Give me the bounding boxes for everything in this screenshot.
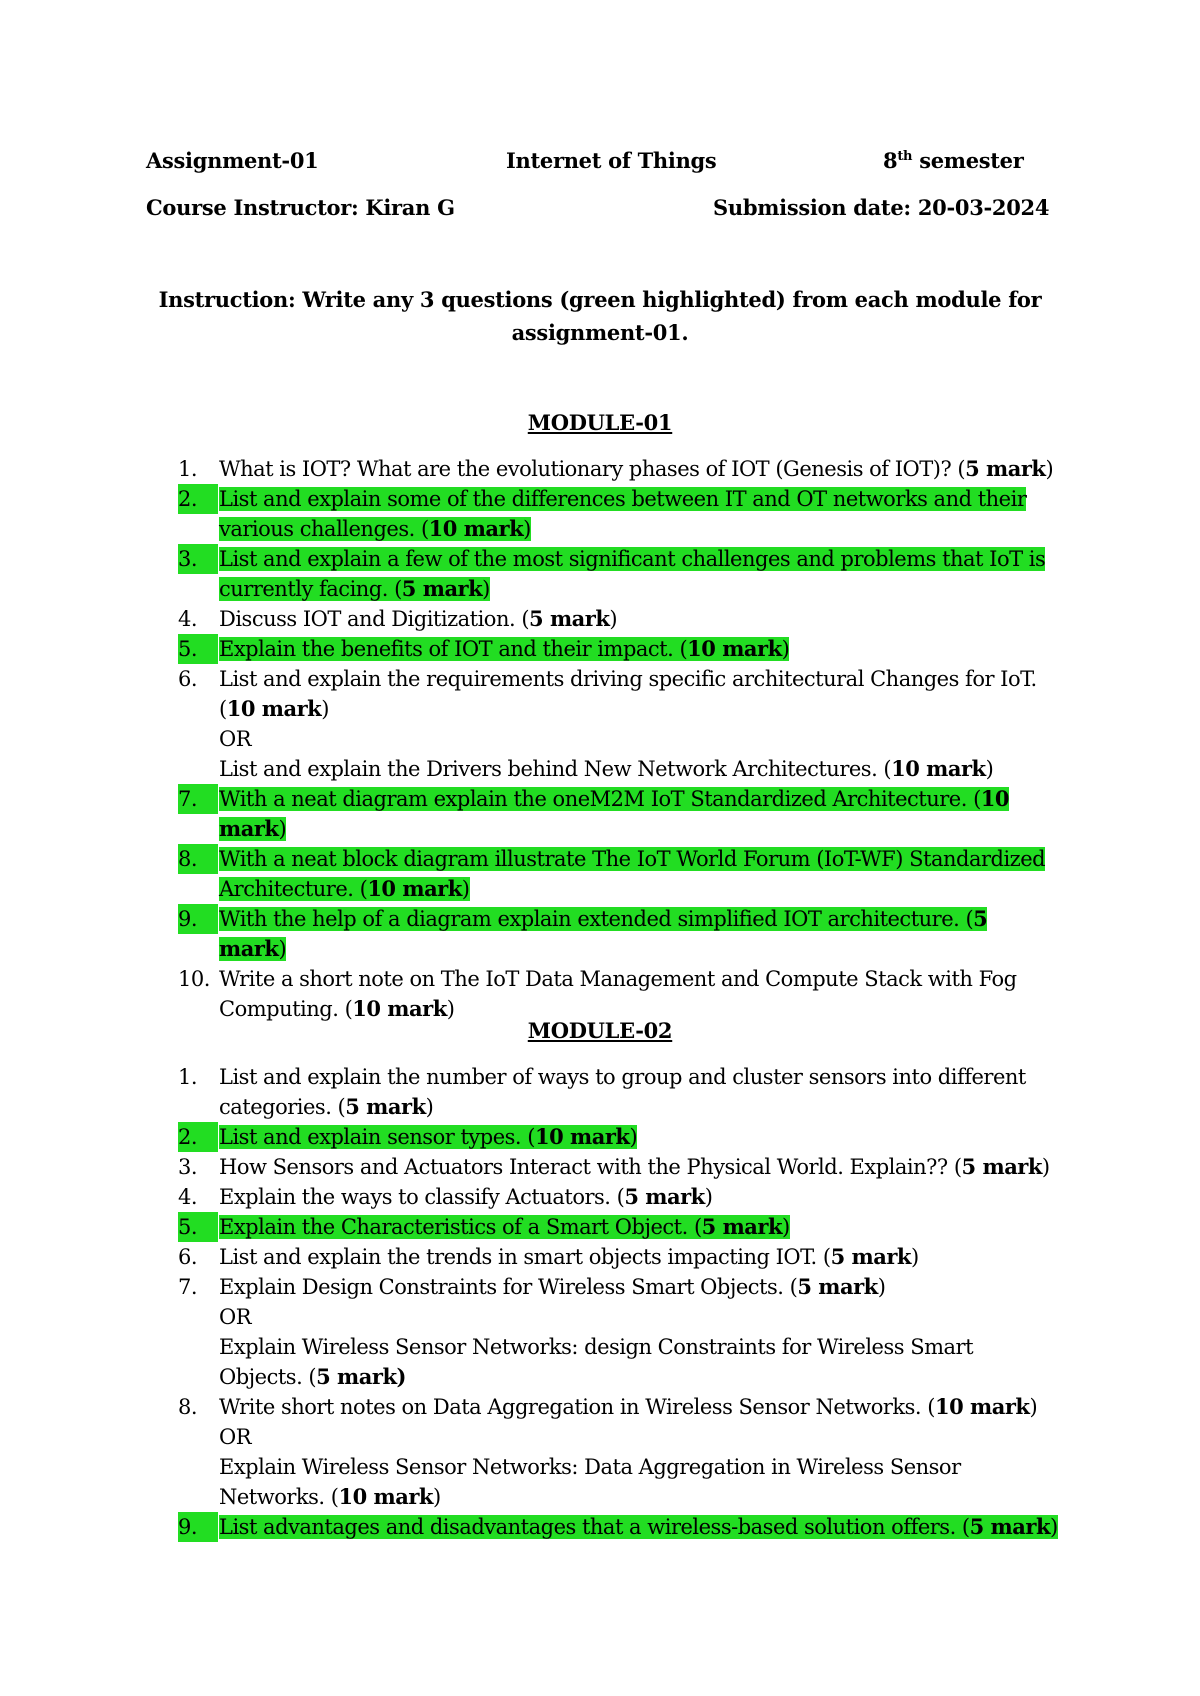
question-body: Explain the Characteristics of a Smart Object. ( <box>219 1215 702 1239</box>
alternative-body: List and explain the Drivers behind New Network Architectures. ( <box>219 757 892 781</box>
question-number: 9. <box>178 1512 218 1542</box>
module-02-question-list <box>178 1062 1058 1542</box>
question-close: ) <box>461 877 470 901</box>
question-number: 3. <box>178 544 218 574</box>
question-text <box>219 1215 790 1239</box>
alternative-question <box>219 1455 961 1509</box>
question-number: 5. <box>178 1212 218 1242</box>
question-text <box>219 487 1026 541</box>
question-close: ) <box>1050 1515 1058 1539</box>
question-marks: 10 mark <box>687 636 782 661</box>
question-body: With the help of a diagram explain extended simplified IOT architecture. ( <box>219 907 974 931</box>
question-item <box>178 484 1058 544</box>
semester-label <box>883 148 1024 173</box>
question-text <box>219 1155 1050 1179</box>
alternative-close: ) <box>985 757 994 781</box>
instruction-text: Instruction: Write any 3 questions (green highlighted) from each module for assignment-01. <box>158 287 1042 345</box>
question-number: 1. <box>178 457 198 481</box>
question-text <box>219 1515 1058 1539</box>
question-item <box>178 604 1058 634</box>
module-01-title: MODULE-01 <box>527 410 673 435</box>
question-body: Explain the benefits of IOT and their impact. ( <box>219 637 688 661</box>
question-body: With a neat diagram explain the oneM2M IoT Standardized Architecture. ( <box>219 787 981 811</box>
question-marks: 5 mark <box>797 1274 878 1299</box>
question-close: ) <box>782 1215 790 1239</box>
alternative-body: Explain Wireless Sensor Networks: Data Aggregation in Wireless Sensor Networks. ( <box>219 1455 961 1509</box>
question-close: ) <box>321 697 329 721</box>
question-body: List and explain sensor types. ( <box>219 1125 535 1149</box>
question-text <box>219 607 617 631</box>
question-text <box>219 1275 885 1299</box>
question-marks: 5 mark <box>965 456 1046 481</box>
question-body: What is IOT? What are the evolutionary phases of IOT (Genesis of IOT)? ( <box>219 457 966 481</box>
question-item <box>178 904 1058 964</box>
question-marks: 10 mark <box>367 876 462 901</box>
question-number: 8. <box>178 844 218 874</box>
question-number: 3. <box>178 1155 198 1179</box>
question-text <box>219 637 789 661</box>
module-02-title: MODULE-02 <box>527 1018 673 1043</box>
question-marks: 5 mark <box>624 1184 705 1209</box>
question-body: Discuss IOT and Digitization. ( <box>219 607 530 631</box>
question-number: 6. <box>178 1245 198 1269</box>
question-body: Explain the ways to classify Actuators. ( <box>219 1185 625 1209</box>
question-body: How Sensors and Actuators Interact with the Physical World. Explain?? ( <box>219 1155 962 1179</box>
question-close: ) <box>1045 457 1054 481</box>
question-item <box>178 454 1058 484</box>
question-number: 7. <box>178 784 218 814</box>
question-marks: 10 mark <box>934 1394 1030 1419</box>
or-separator: OR <box>219 727 252 751</box>
question-number: 4. <box>178 1185 198 1209</box>
question-body: List and explain the number of ways to group and cluster sensors into different categories. ( <box>219 1065 1026 1119</box>
alternative-marks: 10 mark <box>338 1484 433 1509</box>
question-body: List and explain the requirements driving specific architectural Changes for IoT. ( <box>219 667 1037 721</box>
question-close: ) <box>278 817 287 841</box>
question-item <box>178 1152 1058 1182</box>
question-marks: 10 mark <box>219 786 1009 841</box>
question-text <box>219 967 1017 1021</box>
question-text <box>219 547 1045 601</box>
question-close: ) <box>910 1245 919 1269</box>
question-text <box>219 787 1009 841</box>
semester-number: 8 <box>883 148 898 173</box>
question-number: 4. <box>178 607 198 631</box>
question-body: List and explain a few of the most significant challenges and problems that IoT is currently facing. ( <box>219 547 1046 601</box>
question-body: Write short notes on Data Aggregation in Wireless Sensor Networks. ( <box>219 1395 935 1419</box>
question-item <box>178 1242 1058 1272</box>
semester-ordinal: th <box>897 149 913 164</box>
alternative-question <box>219 757 993 781</box>
question-marks: 5 mark <box>969 1514 1050 1539</box>
question-body: List advantages and disadvantages that a wireless-based solution offers. ( <box>219 1515 970 1539</box>
question-body: List and explain the trends in smart objects impacting IOT. ( <box>219 1245 831 1269</box>
question-number: 1. <box>178 1065 198 1089</box>
question-close: ) <box>877 1275 886 1299</box>
question-marks: 10 mark <box>534 1124 630 1149</box>
alternative-close: ) <box>432 1485 441 1509</box>
question-number: 7. <box>178 1275 198 1299</box>
question-close: ) <box>523 517 531 541</box>
question-close: ) <box>482 577 490 601</box>
question-number: 9. <box>178 904 218 934</box>
question-item <box>178 634 1058 664</box>
or-separator: OR <box>219 1305 252 1329</box>
question-close: ) <box>446 997 455 1021</box>
or-separator: OR <box>219 1425 252 1449</box>
question-number: 2. <box>178 1122 218 1152</box>
question-text <box>219 1065 1026 1119</box>
question-close: ) <box>629 1125 638 1149</box>
question-body: With a neat block diagram illustrate The IoT World Forum (IoT-WF) Standardized Architecture. ( <box>219 847 1046 901</box>
course-instructor: Course Instructor: Kiran G <box>146 195 455 220</box>
question-number: 5. <box>178 634 218 664</box>
semester-word: semester <box>919 148 1024 173</box>
assignment-label: Assignment-01 <box>146 148 319 173</box>
question-marks: 10 mark <box>352 996 447 1021</box>
question-marks: 5 mark <box>961 1154 1042 1179</box>
question-close: ) <box>704 1185 713 1209</box>
question-item <box>178 844 1058 904</box>
question-body: List and explain some of the differences between IT and OT networks and their various challenges. ( <box>219 487 1027 541</box>
question-text <box>219 1395 1037 1419</box>
module-01-question-list <box>178 454 1058 1024</box>
question-item <box>178 784 1058 844</box>
question-body: Explain Design Constraints for Wireless Smart Objects. ( <box>219 1275 798 1299</box>
alternative-body: Explain Wireless Sensor Networks: design Constraints for Wireless Smart Objects. ( <box>219 1335 974 1389</box>
question-body: Write a short note on The IoT Data Management and Compute Stack with Fog Computing. ( <box>219 967 1017 1021</box>
question-item <box>178 1512 1058 1542</box>
question-marks: 5 mark <box>401 576 483 601</box>
question-item <box>178 544 1058 604</box>
question-close: ) <box>609 607 618 631</box>
question-item <box>178 664 1058 784</box>
submission-date: Submission date: 20-03-2024 <box>713 195 1050 220</box>
question-item <box>178 1062 1058 1122</box>
question-number: 10. <box>178 967 210 991</box>
question-marks: 5 mark <box>345 1094 426 1119</box>
question-text <box>219 907 987 961</box>
question-marks: 10 mark <box>226 696 322 721</box>
question-item <box>178 964 1058 1024</box>
question-number: 2. <box>178 484 218 514</box>
question-close: ) <box>278 937 287 961</box>
question-number: 6. <box>178 667 198 691</box>
question-item <box>178 1392 1058 1512</box>
alternative-question <box>219 1335 973 1389</box>
question-item <box>178 1182 1058 1212</box>
question-text <box>219 457 1053 481</box>
question-item <box>178 1122 1058 1152</box>
question-close: ) <box>425 1095 434 1119</box>
question-item <box>178 1212 1058 1242</box>
subject-title: Internet of Things <box>506 148 717 173</box>
question-item <box>178 1272 1058 1392</box>
question-number: 8. <box>178 1395 198 1419</box>
question-text <box>219 847 1045 901</box>
question-marks: 5 mark <box>529 606 610 631</box>
question-marks: 5 mark <box>701 1214 783 1239</box>
question-text <box>219 667 1037 721</box>
question-marks: 5 mark <box>830 1244 911 1269</box>
question-close: ) <box>1029 1395 1038 1419</box>
question-text <box>219 1245 919 1269</box>
alternative-marks: 10 mark <box>891 756 986 781</box>
alternative-marks: 5 mark) <box>316 1364 406 1389</box>
question-close: ) <box>781 637 790 661</box>
question-marks: 5 mark <box>219 906 988 961</box>
question-marks: 10 mark <box>428 516 524 541</box>
question-text <box>219 1185 712 1209</box>
question-close: ) <box>1041 1155 1050 1179</box>
question-text <box>219 1125 637 1149</box>
